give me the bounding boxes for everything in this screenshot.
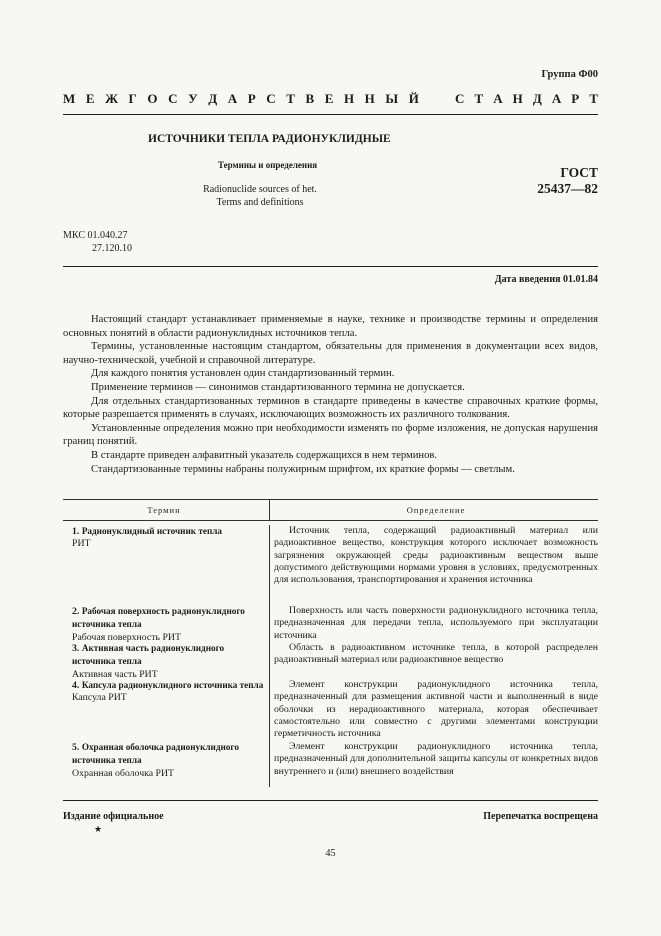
document-title: ИСТОЧНИКИ ТЕПЛА РАДИОНУКЛИДНЫЕ [148, 133, 391, 145]
banner-letter: С [266, 91, 276, 106]
official-edition: Издание официальное [63, 811, 164, 822]
english-title [160, 183, 360, 209]
header-rule [63, 114, 598, 115]
table-body [63, 521, 598, 787]
banner-standard [455, 91, 598, 107]
banner-letter: Д [532, 91, 542, 106]
english-title-line: Radionuclide sources of het. [203, 184, 317, 195]
banner-letter: Н [343, 91, 355, 106]
term-short: РИТ [72, 538, 91, 550]
table-row-term [63, 741, 265, 780]
introduction-date: Дата введения 01.01.84 [494, 274, 598, 285]
banner-letter: Р [571, 91, 580, 106]
banner-letter: А [551, 91, 562, 106]
table-row-term [63, 605, 265, 642]
terms-column [63, 525, 269, 787]
table-header [63, 499, 598, 521]
column-header-term: Термин [147, 504, 181, 515]
page-number: 45 [325, 848, 336, 859]
banner-letter: Т [589, 91, 598, 106]
banner-letter: Д [208, 91, 218, 106]
table-row-term [63, 642, 265, 679]
gost-number [537, 165, 598, 197]
term-name: Активная часть радионуклидного источника тепла [72, 643, 225, 667]
table-row-term [63, 679, 265, 741]
mks-codes [63, 229, 132, 255]
term-short: Охранная оболочка РИТ [72, 767, 175, 779]
reprint-notice: Перепечатка воспрещена [483, 811, 598, 822]
column-header-definition: Определение [269, 500, 598, 520]
term-number: 5. [72, 742, 80, 753]
paragraph: Настоящий стандарт устанавливает применяемые в науке, технике и производстве термины и определения основных понятий в области радионуклидных источников тепла. [63, 314, 598, 339]
paragraph: Термины, установленные настоящим стандартом, обязательны для применения в документации всех видов, научно-технической, учебной и справочной литературе. [63, 341, 598, 366]
paragraph: Установленные определения можно при необходимости изменять по форме изложения, не допуская нарушения границ понятий. [63, 422, 598, 448]
definition: Поверхность или часть поверхности радионуклидного источника тепла, предназначенная для передачи тепла, используемого при эксплуатации источника [274, 605, 598, 641]
banner-letter: Т [286, 91, 295, 106]
banner-letter: Н [512, 91, 523, 106]
paragraph: Для каждого понятия установлен один стандартизованный термин. [91, 368, 395, 380]
paragraph: Для отдельных стандартизованных терминов в стандарте приведены в качестве справочных краткие формы, которые разрешается применять в случаях, исключающих возможность их различного толкования. [63, 395, 598, 421]
paragraph: Стандартизованные термины набраны полужирным шрифтом, их краткие формы — светлым. [91, 463, 515, 475]
term-number: 1. [72, 526, 80, 537]
footer-rule [63, 800, 598, 801]
mks-line: МКС 01.040.27 [63, 230, 128, 241]
date-rule [63, 266, 598, 267]
term-number: 3. [72, 643, 80, 654]
standard-banner [63, 91, 598, 107]
banner-letter: Ж [105, 91, 118, 106]
banner-letter: Г [128, 91, 137, 106]
term-name: Охранная оболочка радионуклидного источника тепла [72, 742, 239, 766]
banner-letter: А [493, 91, 503, 106]
group-code: Группа Ф00 [541, 69, 598, 80]
banner-letter: Н [364, 91, 375, 106]
banner-letter: М [63, 91, 76, 106]
banner-letter: С [455, 91, 465, 106]
definitions-column [269, 525, 598, 787]
mks-line: 27.120.10 [92, 243, 132, 254]
english-title-line: Terms and definitions [216, 197, 304, 208]
gost-code: 25437—82 [537, 181, 598, 196]
definition: Область в радиоактивном источнике тепла, в которой распределен радиоактивный материал или радиоактивное вещество [274, 642, 598, 666]
banner-letter: С [168, 91, 178, 106]
banner-letter: Ы [385, 91, 399, 106]
banner-letter: В [305, 91, 315, 106]
term-short: Рабочая поверхность РИТ [72, 631, 181, 643]
table-row-term [63, 525, 265, 605]
banner-letter: Т [474, 91, 484, 106]
term-short: Активная часть РИТ [72, 668, 158, 680]
banner-letter: Е [85, 91, 95, 106]
document-subtitle: Термины и определения [218, 160, 318, 170]
definition: Элемент конструкции радионуклидного источника тепла, предназначенный для размещения активной части и выполненный в виде оболочки из нерадиоактивного материала, которая обеспечивает самостоятельно или совместно с другими элементами конструкции герметичность источника [274, 679, 598, 740]
banner-letter: Р [247, 91, 256, 106]
star-icon: ★ [94, 824, 103, 834]
term-number: 4. [72, 680, 80, 691]
gost-label: ГОСТ [560, 165, 598, 180]
definition: Источник тепла, содержащий радиоактивный материал или радиоактивное вещество, конструкция которого исключает возможность загрязнения окружающей среды радиоактивным веществом выше допустимого действующими нормами уровня в условиях, предусмотренных для использования, транспортирования и хранения источника [274, 525, 598, 586]
banner-letter: Е [324, 91, 334, 106]
term-name: Радионуклидный источник тепла [81, 526, 222, 536]
term-short: Капсула РИТ [72, 692, 127, 704]
term-number: 2. [72, 606, 80, 617]
terms-table [63, 499, 598, 787]
banner-interstate [63, 91, 419, 107]
banner-letter: А [227, 91, 238, 106]
banner-letter: Й [408, 91, 419, 106]
banner-letter: У [188, 91, 198, 106]
paragraph: Применение терминов — синонимов стандартизованного термина не допускается. [91, 381, 465, 393]
intro-text [63, 313, 598, 476]
paragraph: В стандарте приведен алфавитный указатель содержащихся в нем терминов. [91, 449, 438, 461]
banner-letter: О [147, 91, 158, 106]
definition: Элемент конструкции радионуклидного источника тепла, предназначенный для дополнительной защиты капсулы от конкретных видов внутреннего и (или) внешнего воздействия [274, 741, 598, 777]
term-name: Капсула радионуклидного источника тепла [81, 680, 264, 690]
term-name: Рабочая поверхность радионуклидного источника тепла [72, 606, 245, 630]
